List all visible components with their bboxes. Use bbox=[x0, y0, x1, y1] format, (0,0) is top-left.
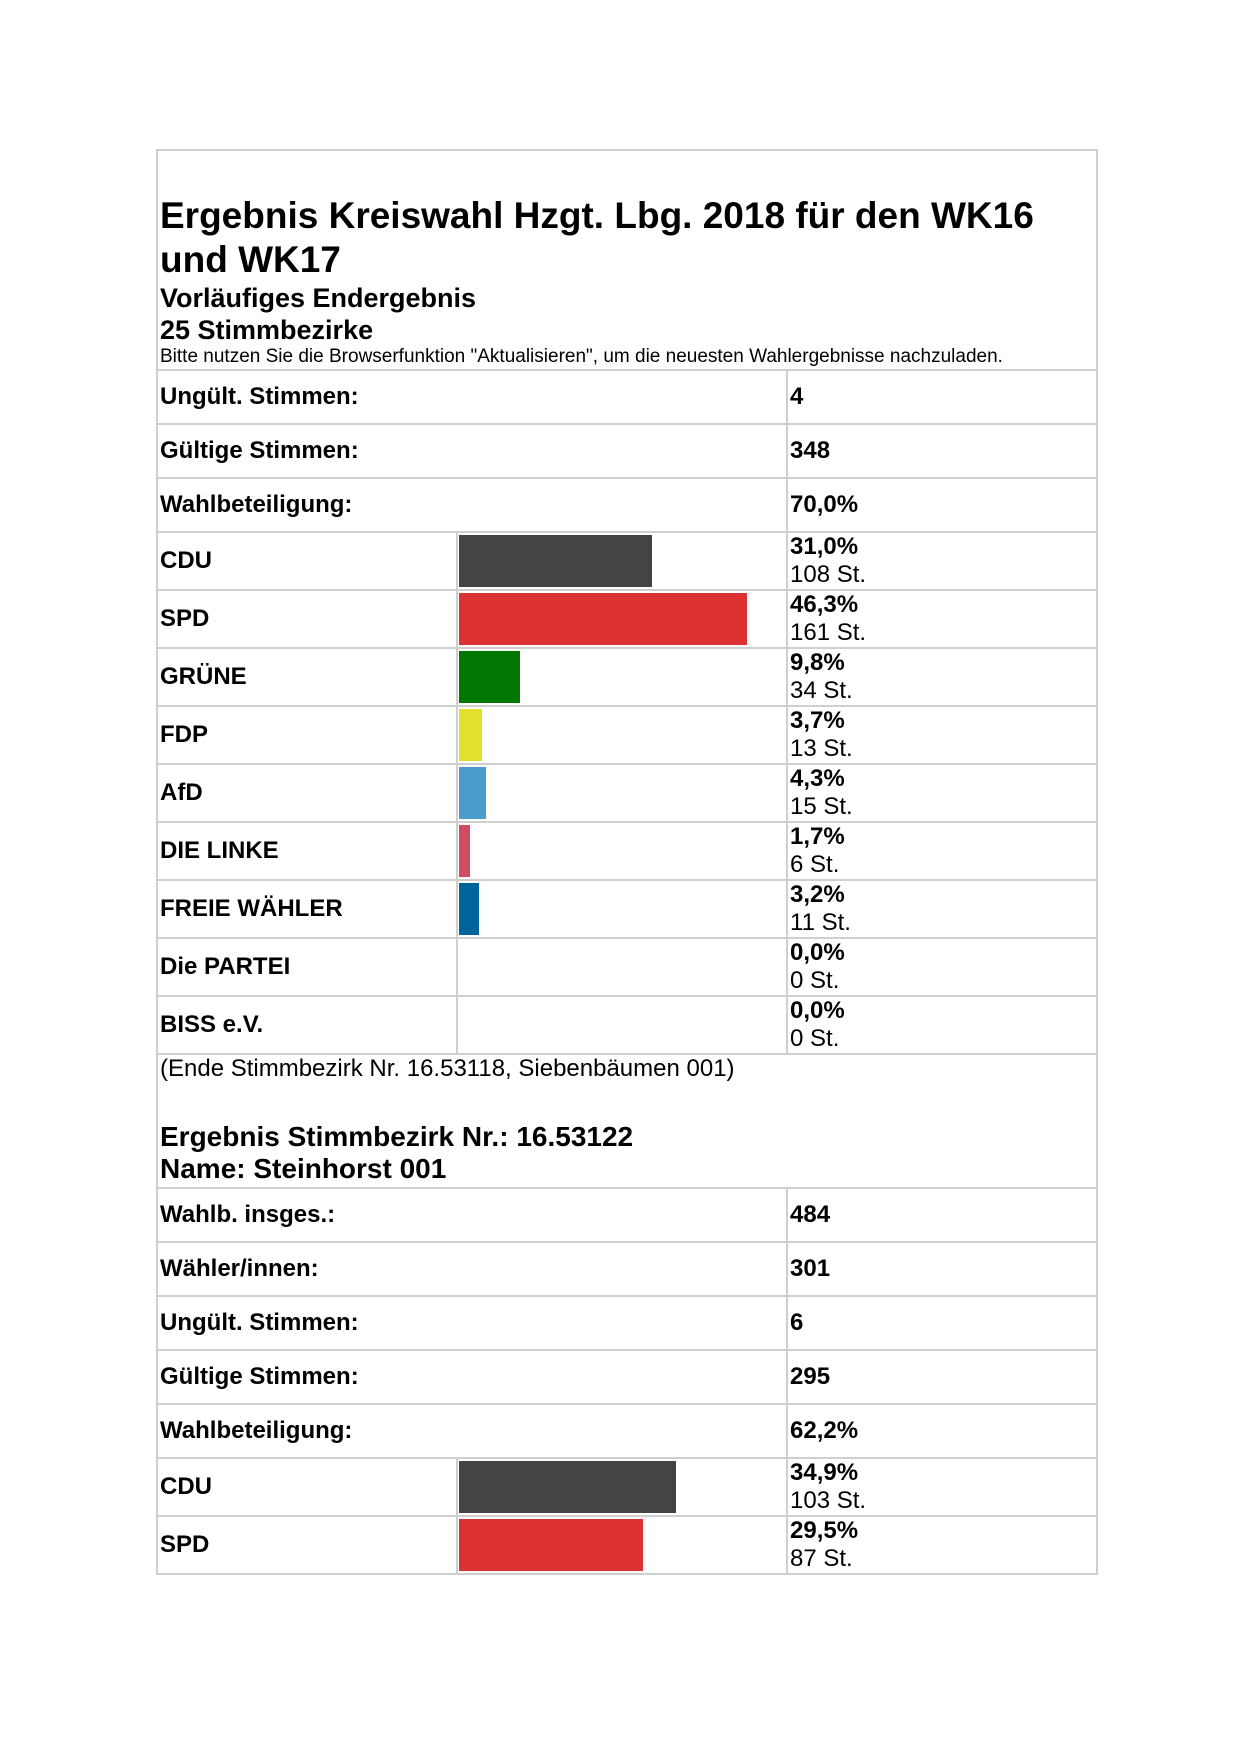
party-bar-cell bbox=[457, 1458, 787, 1516]
party-result bbox=[787, 532, 1097, 590]
party-votes: 11 St. bbox=[790, 909, 851, 936]
party-percent: 46,3% bbox=[790, 591, 859, 618]
end-note: (Ende Stimmbezirk Nr. 16.53118, Siebenbäumen 001) bbox=[160, 1055, 735, 1082]
stat-label: Wähler/innen: bbox=[157, 1242, 787, 1296]
stat-label: Wahlbeteiligung: bbox=[157, 478, 787, 532]
stat-value: 62,2% bbox=[787, 1404, 1097, 1458]
party-result bbox=[787, 706, 1097, 764]
party-bar-cell bbox=[457, 706, 787, 764]
party-bar bbox=[459, 593, 747, 645]
party-percent: 4,3% bbox=[790, 765, 845, 792]
party-row bbox=[157, 1516, 1097, 1574]
party-name: FDP bbox=[157, 706, 457, 764]
stat-value: 6 bbox=[787, 1296, 1097, 1350]
stat-value: 70,0% bbox=[787, 478, 1097, 532]
districts-count: 25 Stimmbezirke bbox=[160, 315, 374, 345]
party-percent: 0,0% bbox=[790, 939, 845, 966]
stat-row bbox=[157, 1296, 1097, 1350]
party-result bbox=[787, 648, 1097, 706]
party-result bbox=[787, 764, 1097, 822]
party-row bbox=[157, 822, 1097, 880]
party-name: SPD bbox=[157, 590, 457, 648]
stat-value: 295 bbox=[787, 1350, 1097, 1404]
stat-value: 348 bbox=[787, 424, 1097, 478]
stat-label: Gültige Stimmen: bbox=[157, 1350, 787, 1404]
stat-label: Ungült. Stimmen: bbox=[157, 1296, 787, 1350]
stat-label: Wahlb. insges.: bbox=[157, 1188, 787, 1242]
party-name: CDU bbox=[157, 532, 457, 590]
stat-row bbox=[157, 1350, 1097, 1404]
party-name: CDU bbox=[157, 1458, 457, 1516]
district-heading bbox=[160, 1121, 1094, 1185]
party-bar-cell bbox=[457, 822, 787, 880]
party-name: SPD bbox=[157, 1516, 457, 1574]
party-votes: 0 St. bbox=[790, 967, 840, 994]
party-votes: 34 St. bbox=[790, 677, 853, 704]
stat-row bbox=[157, 478, 1097, 532]
party-name: GRÜNE bbox=[157, 648, 457, 706]
refresh-note: Bitte nutzen Sie die Browserfunktion "Aktualisieren", um die neuesten Wahlergebnisse nachzuladen. bbox=[160, 346, 1003, 367]
party-result bbox=[787, 1516, 1097, 1574]
stat-label: Gültige Stimmen: bbox=[157, 424, 787, 478]
page-title: Ergebnis Kreiswahl Hzgt. Lbg. 2018 für den WK16 und WK17 bbox=[160, 195, 1034, 280]
party-name: AfD bbox=[157, 764, 457, 822]
party-percent: 9,8% bbox=[790, 649, 845, 676]
party-percent: 29,5% bbox=[790, 1517, 859, 1544]
party-row bbox=[157, 648, 1097, 706]
party-result bbox=[787, 938, 1097, 996]
party-percent: 34,9% bbox=[790, 1459, 859, 1486]
results-table bbox=[156, 149, 1098, 1575]
party-result bbox=[787, 880, 1097, 938]
stat-value: 301 bbox=[787, 1242, 1097, 1296]
header-row bbox=[157, 150, 1097, 370]
stat-label: Wahlbeteiligung: bbox=[157, 1404, 787, 1458]
party-bar bbox=[459, 825, 470, 877]
party-name: BISS e.V. bbox=[157, 996, 457, 1054]
party-bar-cell bbox=[457, 590, 787, 648]
party-result bbox=[787, 996, 1097, 1054]
stat-row bbox=[157, 1188, 1097, 1242]
party-bar bbox=[459, 883, 479, 935]
party-name: Die PARTEI bbox=[157, 938, 457, 996]
party-result bbox=[787, 1458, 1097, 1516]
party-bar-cell bbox=[457, 938, 787, 996]
party-row bbox=[157, 880, 1097, 938]
party-percent: 3,2% bbox=[790, 881, 845, 908]
party-votes: 0 St. bbox=[790, 1025, 840, 1052]
stat-value: 4 bbox=[787, 370, 1097, 424]
district-name: Name: Steinhorst 001 bbox=[160, 1153, 447, 1184]
party-row bbox=[157, 764, 1097, 822]
party-votes: 87 St. bbox=[790, 1545, 853, 1572]
party-bar-cell bbox=[457, 764, 787, 822]
stat-label: Ungült. Stimmen: bbox=[157, 370, 787, 424]
stat-row bbox=[157, 1404, 1097, 1458]
party-bar bbox=[459, 1519, 643, 1571]
results-page bbox=[156, 149, 1096, 1575]
party-row bbox=[157, 590, 1097, 648]
party-bar bbox=[459, 651, 520, 703]
party-bar-cell bbox=[457, 532, 787, 590]
party-bar-cell bbox=[457, 880, 787, 938]
party-votes: 108 St. bbox=[790, 561, 867, 588]
party-row bbox=[157, 938, 1097, 996]
party-percent: 0,0% bbox=[790, 997, 845, 1024]
party-name: DIE LINKE bbox=[157, 822, 457, 880]
party-votes: 161 St. bbox=[790, 619, 867, 646]
section-break-row bbox=[157, 1054, 1097, 1188]
party-bar-cell bbox=[457, 648, 787, 706]
party-row bbox=[157, 996, 1097, 1054]
party-votes: 6 St. bbox=[790, 851, 840, 878]
stat-value: 484 bbox=[787, 1188, 1097, 1242]
party-bar-cell bbox=[457, 996, 787, 1054]
party-bar bbox=[459, 1461, 676, 1513]
party-result bbox=[787, 822, 1097, 880]
stat-row bbox=[157, 424, 1097, 478]
party-votes: 13 St. bbox=[790, 735, 853, 762]
stat-row bbox=[157, 370, 1097, 424]
party-votes: 15 St. bbox=[790, 793, 853, 820]
party-bar-cell bbox=[457, 1516, 787, 1574]
stat-row bbox=[157, 1242, 1097, 1296]
page-subtitle: Vorläufiges Endergebnis bbox=[160, 283, 477, 313]
district-title: Ergebnis Stimmbezirk Nr.: 16.53122 bbox=[160, 1121, 634, 1152]
party-row bbox=[157, 532, 1097, 590]
party-bar bbox=[459, 709, 482, 761]
party-percent: 3,7% bbox=[790, 707, 845, 734]
party-row bbox=[157, 706, 1097, 764]
party-percent: 1,7% bbox=[790, 823, 845, 850]
party-bar bbox=[459, 767, 486, 819]
party-votes: 103 St. bbox=[790, 1487, 867, 1514]
party-result bbox=[787, 590, 1097, 648]
party-bar bbox=[459, 535, 652, 587]
section-break-cell bbox=[157, 1054, 1097, 1188]
party-row bbox=[157, 1458, 1097, 1516]
party-name: FREIE WÄHLER bbox=[157, 880, 457, 938]
header-cell bbox=[157, 150, 1097, 370]
party-percent: 31,0% bbox=[790, 533, 859, 560]
